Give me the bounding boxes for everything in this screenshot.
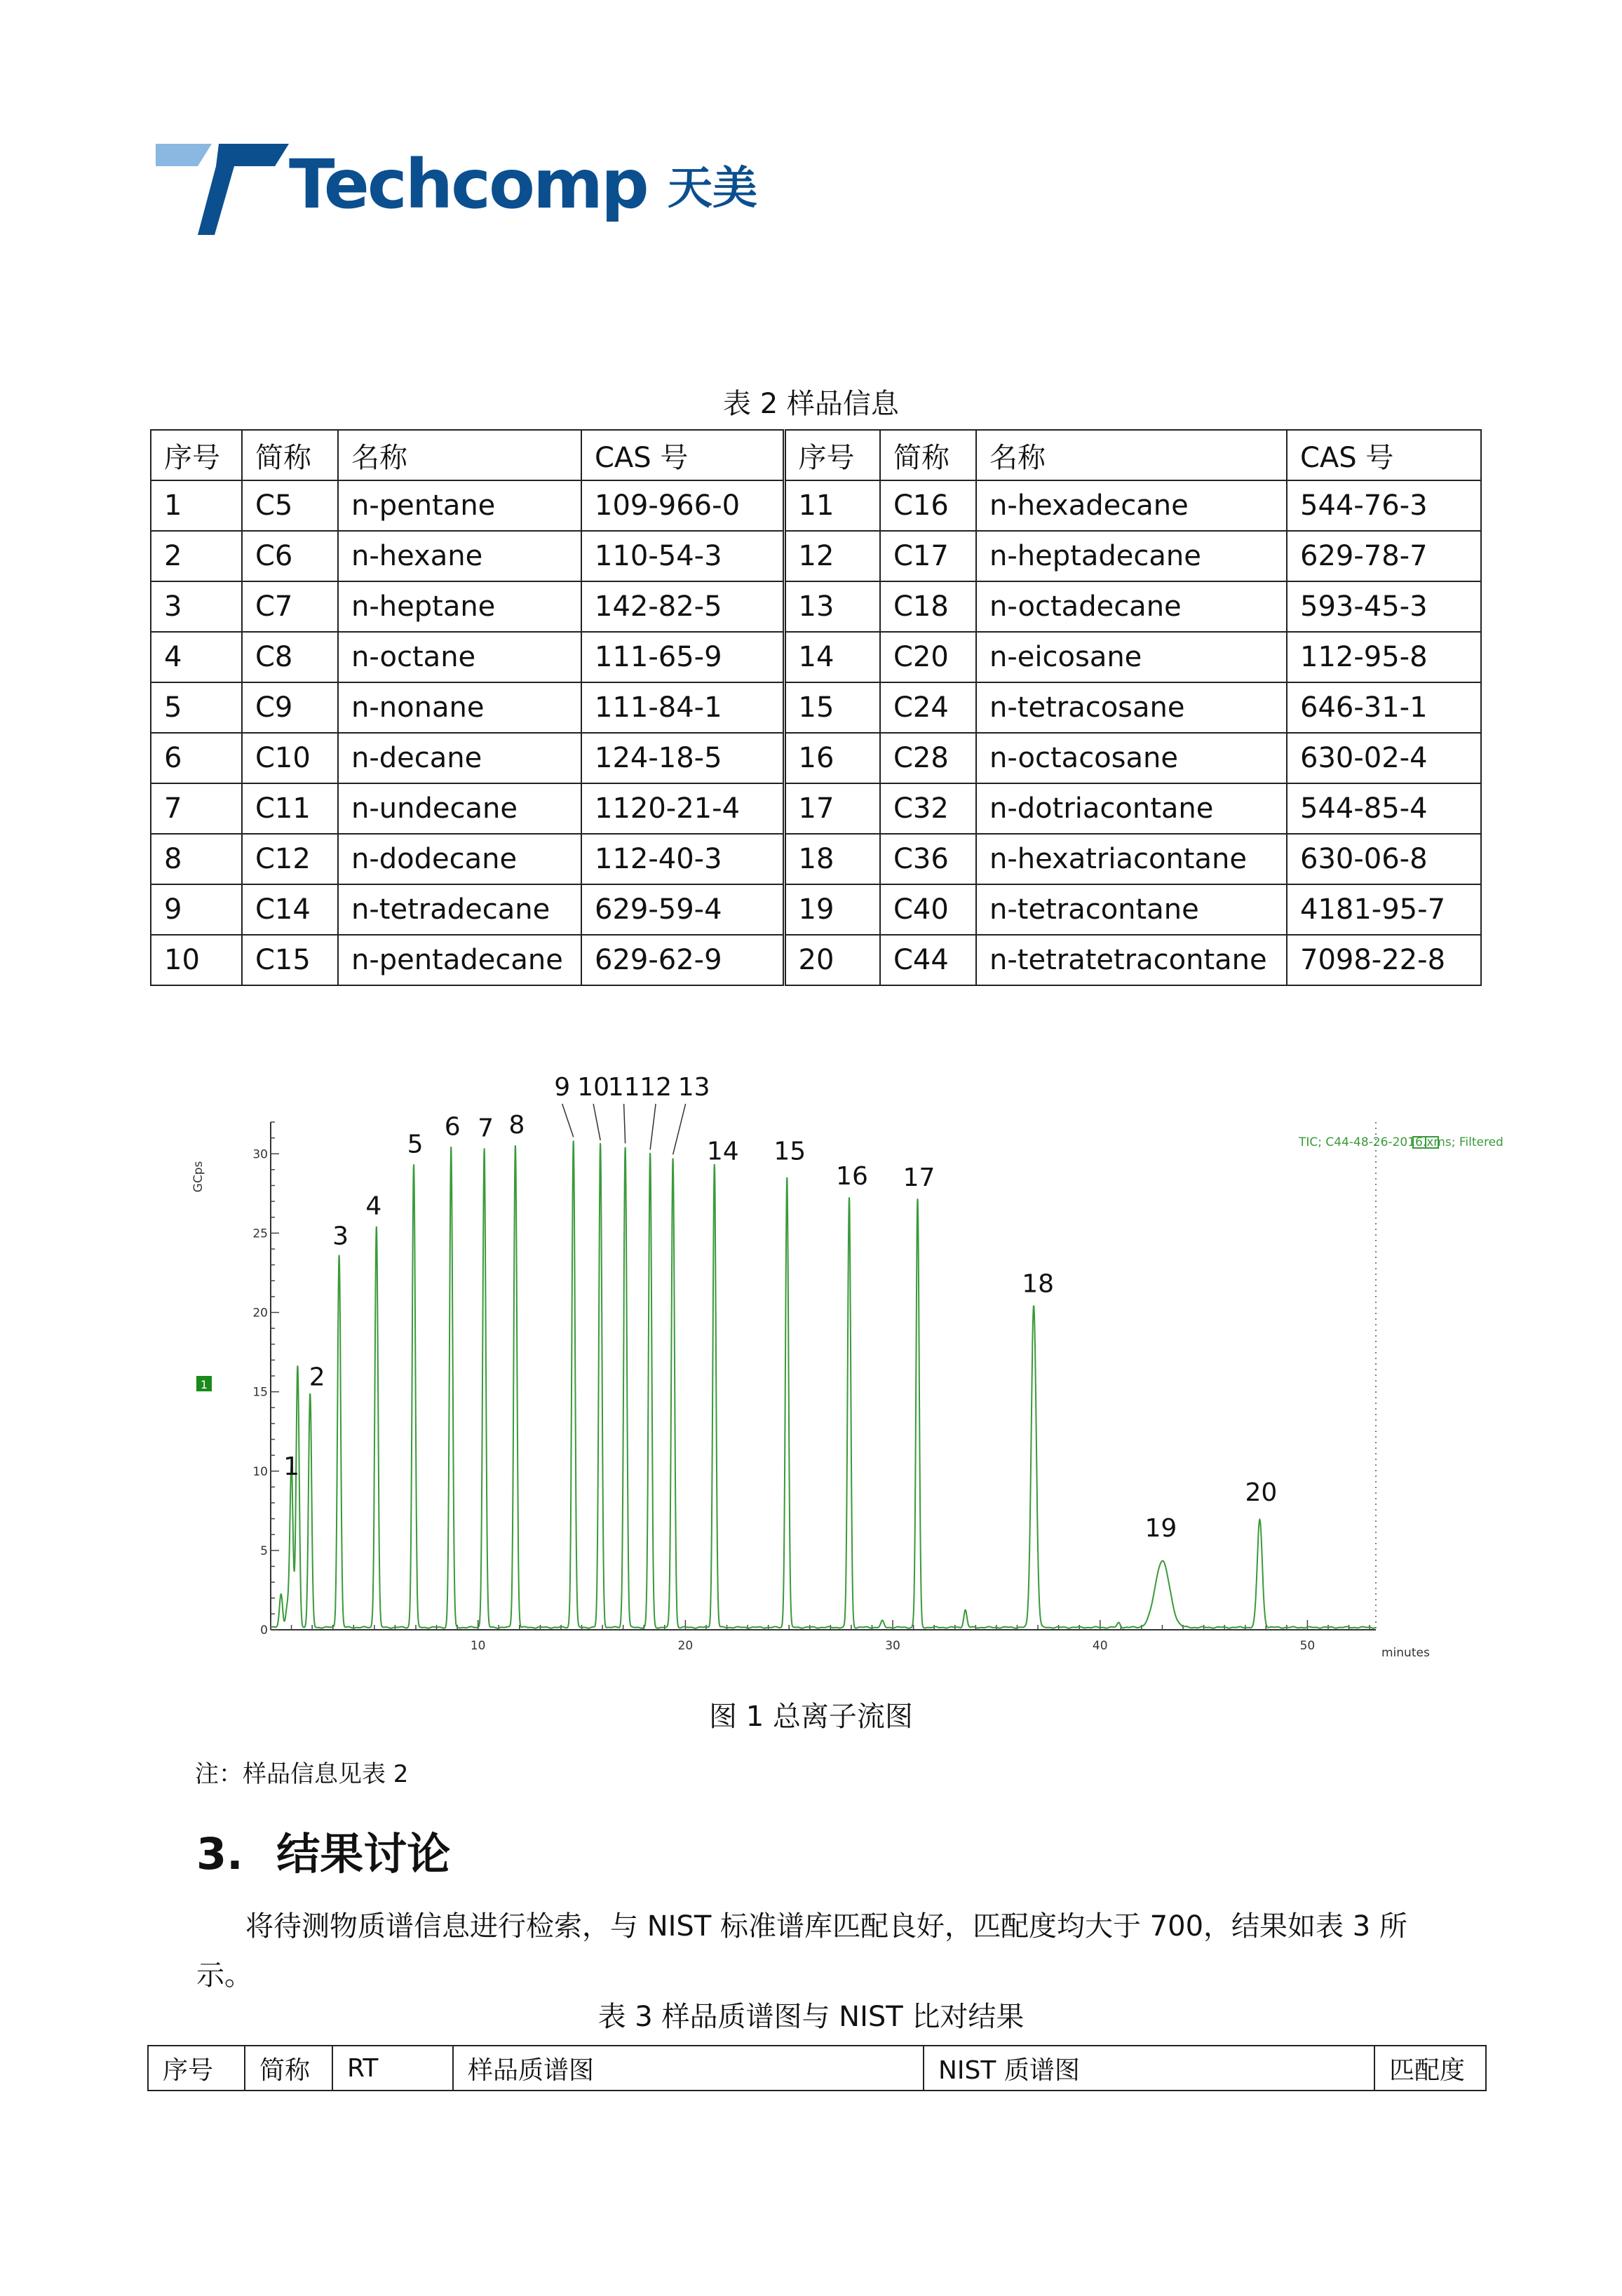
cell-abbr: C28 bbox=[880, 733, 976, 783]
techcomp-logo-mark-icon bbox=[156, 144, 289, 249]
cell-name: n-nonane bbox=[338, 682, 581, 733]
header-abbr: 简称 bbox=[245, 2046, 332, 2091]
cell-name: n-octane bbox=[338, 632, 581, 682]
peak-label: 5 bbox=[407, 1130, 424, 1159]
cell-name: n-hexadecane bbox=[976, 480, 1287, 531]
cell-index: 2 bbox=[151, 531, 242, 581]
nist-comparison-table bbox=[147, 2045, 1487, 2091]
peak-label: 12 bbox=[640, 1073, 673, 1102]
x-tick-label: 50 bbox=[1299, 1639, 1316, 1653]
cell-abbr: C36 bbox=[880, 834, 976, 884]
cell-name: n-tetracontane bbox=[976, 884, 1287, 935]
cell-abbr: C17 bbox=[880, 531, 976, 581]
cell-cas: 646-31-1 bbox=[1287, 682, 1481, 733]
cell-index: 18 bbox=[784, 834, 880, 884]
x-axis-label: minutes bbox=[1381, 1646, 1430, 1660]
cell-name: n-hexane bbox=[338, 531, 581, 581]
cell-index: 3 bbox=[151, 581, 242, 632]
header-name: 名称 bbox=[976, 430, 1287, 480]
header-name: 名称 bbox=[338, 430, 581, 480]
cell-index: 14 bbox=[784, 632, 880, 682]
cell-name: n-eicosane bbox=[976, 632, 1287, 682]
header-index: 序号 bbox=[151, 430, 242, 480]
cell-abbr: C7 bbox=[242, 581, 338, 632]
cell-index: 19 bbox=[784, 884, 880, 935]
cell-abbr: C44 bbox=[880, 935, 976, 985]
peak-label: 18 bbox=[1022, 1269, 1055, 1299]
y-tick-label: 25 bbox=[252, 1227, 268, 1241]
table-row bbox=[151, 682, 1481, 733]
cell-abbr: C20 bbox=[880, 632, 976, 682]
cell-index: 9 bbox=[151, 884, 242, 935]
header-abbr: 简称 bbox=[242, 430, 338, 480]
cell-name: n-pentadecane bbox=[338, 935, 581, 985]
y-axis-label: GCps bbox=[191, 1161, 205, 1193]
peak-callout-line bbox=[650, 1104, 656, 1150]
header-cas: CAS 号 bbox=[581, 430, 784, 480]
cell-cas: 630-02-4 bbox=[1287, 733, 1481, 783]
section-title: 结果讨论 bbox=[276, 1828, 451, 1879]
cell-name: n-tetracosane bbox=[976, 682, 1287, 733]
cell-name: n-heptane bbox=[338, 581, 581, 632]
section-heading bbox=[196, 1819, 450, 1882]
cell-abbr: C9 bbox=[242, 682, 338, 733]
table2-caption: 表 2 样品信息 bbox=[723, 388, 899, 420]
table-row bbox=[151, 531, 1481, 581]
header-cas: CAS 号 bbox=[1287, 430, 1481, 480]
cell-index: 7 bbox=[151, 783, 242, 834]
y-tick-label: 0 bbox=[260, 1623, 268, 1637]
logo-chinese-name: 天美 bbox=[668, 163, 757, 215]
cell-name: n-pentane bbox=[338, 480, 581, 531]
peak-label: 20 bbox=[1245, 1478, 1278, 1508]
table-row bbox=[151, 935, 1481, 985]
table3-caption: 表 3 样品质谱图与 NIST 比对结果 bbox=[597, 2001, 1025, 2033]
cell-index: 5 bbox=[151, 682, 242, 733]
cell-cas: 629-62-9 bbox=[581, 935, 784, 985]
cell-name: n-dodecane bbox=[338, 834, 581, 884]
table3-header-row bbox=[148, 2046, 1486, 2091]
peak-label: 17 bbox=[903, 1163, 935, 1193]
peak-label: 4 bbox=[365, 1191, 382, 1221]
x-tick-label: 10 bbox=[470, 1639, 486, 1653]
cell-cas: 111-84-1 bbox=[581, 682, 784, 733]
header-sample-spectrum: 样品质谱图 bbox=[453, 2046, 924, 2091]
cell-cas: 544-76-3 bbox=[1287, 480, 1481, 531]
x-tick-label: 30 bbox=[885, 1639, 900, 1653]
cell-index: 1 bbox=[151, 480, 242, 531]
cell-abbr: C5 bbox=[242, 480, 338, 531]
cell-index: 6 bbox=[151, 733, 242, 783]
cell-abbr: C18 bbox=[880, 581, 976, 632]
cell-name: n-octacosane bbox=[976, 733, 1287, 783]
cell-index: 12 bbox=[784, 531, 880, 581]
peak-label: 13 bbox=[677, 1073, 710, 1102]
table2-header-row bbox=[151, 430, 1481, 480]
cell-abbr: C8 bbox=[242, 632, 338, 682]
header-abbr: 简称 bbox=[880, 430, 976, 480]
cell-cas: 1120-21-4 bbox=[581, 783, 784, 834]
peak-label: 8 bbox=[508, 1111, 525, 1140]
peak-callout-line bbox=[624, 1104, 626, 1143]
table-row bbox=[151, 733, 1481, 783]
cell-cas: 629-78-7 bbox=[1287, 531, 1481, 581]
header-match: 匹配度 bbox=[1374, 2046, 1486, 2091]
peak-callout-line bbox=[673, 1104, 686, 1154]
cell-abbr: C6 bbox=[242, 531, 338, 581]
section-number: 3. bbox=[196, 1828, 243, 1879]
cell-abbr: C14 bbox=[242, 884, 338, 935]
cell-cas: 629-59-4 bbox=[581, 884, 784, 935]
peak-label: 1 bbox=[283, 1452, 300, 1482]
sample-info-table bbox=[150, 429, 1482, 986]
cell-abbr: C24 bbox=[880, 682, 976, 733]
peak-label: 2 bbox=[309, 1363, 325, 1392]
peak-label: 9 bbox=[554, 1073, 571, 1102]
cell-cas: 110-54-3 bbox=[581, 531, 784, 581]
table-row bbox=[151, 884, 1481, 935]
peak-label: 10 bbox=[577, 1073, 610, 1102]
y-tick-label: 20 bbox=[252, 1306, 268, 1321]
header-nist-spectrum: NIST 质谱图 bbox=[924, 2046, 1374, 2091]
header-rt: RT bbox=[332, 2046, 453, 2091]
cell-abbr: C10 bbox=[242, 733, 338, 783]
peak-label: 6 bbox=[444, 1112, 461, 1142]
cell-cas: 112-95-8 bbox=[1287, 632, 1481, 682]
table-row bbox=[151, 632, 1481, 682]
figure-note: 注：样品信息见表 2 bbox=[195, 1760, 409, 1788]
x-tick-label: 20 bbox=[677, 1639, 694, 1653]
cell-index: 13 bbox=[784, 581, 880, 632]
cell-cas: 593-45-3 bbox=[1287, 581, 1481, 632]
table-row bbox=[151, 834, 1481, 884]
cell-name: n-tetratetracontane bbox=[976, 935, 1287, 985]
cell-name: n-hexatriacontane bbox=[976, 834, 1287, 884]
cell-name: n-undecane bbox=[338, 783, 581, 834]
y-tick-label: 10 bbox=[252, 1464, 268, 1479]
y-tick-label: 30 bbox=[252, 1147, 268, 1162]
cell-index: 17 bbox=[784, 783, 880, 834]
peak-label: 19 bbox=[1144, 1513, 1177, 1543]
cell-abbr: C32 bbox=[880, 783, 976, 834]
cell-abbr: C16 bbox=[880, 480, 976, 531]
table-row bbox=[151, 783, 1481, 834]
cell-cas: 630-06-8 bbox=[1287, 834, 1481, 884]
results-paragraph: 将待测物质谱信息进行检索，与 NIST 标准谱库匹配良好，匹配度均大于 700，结果如表 3 所示。 bbox=[196, 1910, 1407, 1992]
y-tick-label: 15 bbox=[252, 1385, 268, 1400]
peak-label: 3 bbox=[332, 1222, 349, 1251]
header-index: 序号 bbox=[784, 430, 880, 480]
cell-cas: 4181-95-7 bbox=[1287, 884, 1481, 935]
cell-abbr: C11 bbox=[242, 783, 338, 834]
techcomp-logo bbox=[156, 144, 787, 249]
logo-wordmark: Techcomp bbox=[289, 145, 647, 224]
peak-label: 7 bbox=[478, 1114, 494, 1143]
cell-cas: 112-40-3 bbox=[581, 834, 784, 884]
total-ion-chromatogram bbox=[189, 1073, 1503, 1683]
cell-cas: 111-65-9 bbox=[581, 632, 784, 682]
table-row bbox=[151, 581, 1481, 632]
cell-cas: 142-82-5 bbox=[581, 581, 784, 632]
cell-index: 20 bbox=[784, 935, 880, 985]
cell-cas: 7098-22-8 bbox=[1287, 935, 1481, 985]
header-index: 序号 bbox=[148, 2046, 245, 2091]
trace-badge-label: 1 bbox=[200, 1378, 208, 1391]
cell-cas: 544-85-4 bbox=[1287, 783, 1481, 834]
cell-index: 16 bbox=[784, 733, 880, 783]
cell-name: n-decane bbox=[338, 733, 581, 783]
x-tick-label: 40 bbox=[1092, 1639, 1108, 1653]
cell-abbr: C15 bbox=[242, 935, 338, 985]
cell-name: n-heptadecane bbox=[976, 531, 1287, 581]
peak-callout-line bbox=[593, 1104, 600, 1140]
cell-index: 8 bbox=[151, 834, 242, 884]
peak-label: 14 bbox=[706, 1137, 739, 1166]
cell-index: 4 bbox=[151, 632, 242, 682]
cell-abbr: C40 bbox=[880, 884, 976, 935]
cell-index: 11 bbox=[784, 480, 880, 531]
figure1-caption: 图 1 总离子流图 bbox=[709, 1701, 913, 1733]
trace-legend: TIC; C44-48-26-2016.xms; Filtered bbox=[1299, 1135, 1503, 1149]
peak-label: 11 bbox=[607, 1073, 640, 1102]
peak-label: 15 bbox=[773, 1137, 806, 1166]
cell-name: n-dotriacontane bbox=[976, 783, 1287, 834]
cell-index: 10 bbox=[151, 935, 242, 985]
cell-index: 15 bbox=[784, 682, 880, 733]
cell-cas: 124-18-5 bbox=[581, 733, 784, 783]
table-row bbox=[151, 480, 1481, 531]
peak-label: 16 bbox=[836, 1161, 868, 1191]
cell-abbr: C12 bbox=[242, 834, 338, 884]
peak-callout-line bbox=[562, 1104, 574, 1137]
y-tick-label: 5 bbox=[260, 1544, 268, 1558]
cell-name: n-tetradecane bbox=[338, 884, 581, 935]
cell-cas: 109-966-0 bbox=[581, 480, 784, 531]
tic-trace-line bbox=[271, 1141, 1376, 1628]
cell-name: n-octadecane bbox=[976, 581, 1287, 632]
